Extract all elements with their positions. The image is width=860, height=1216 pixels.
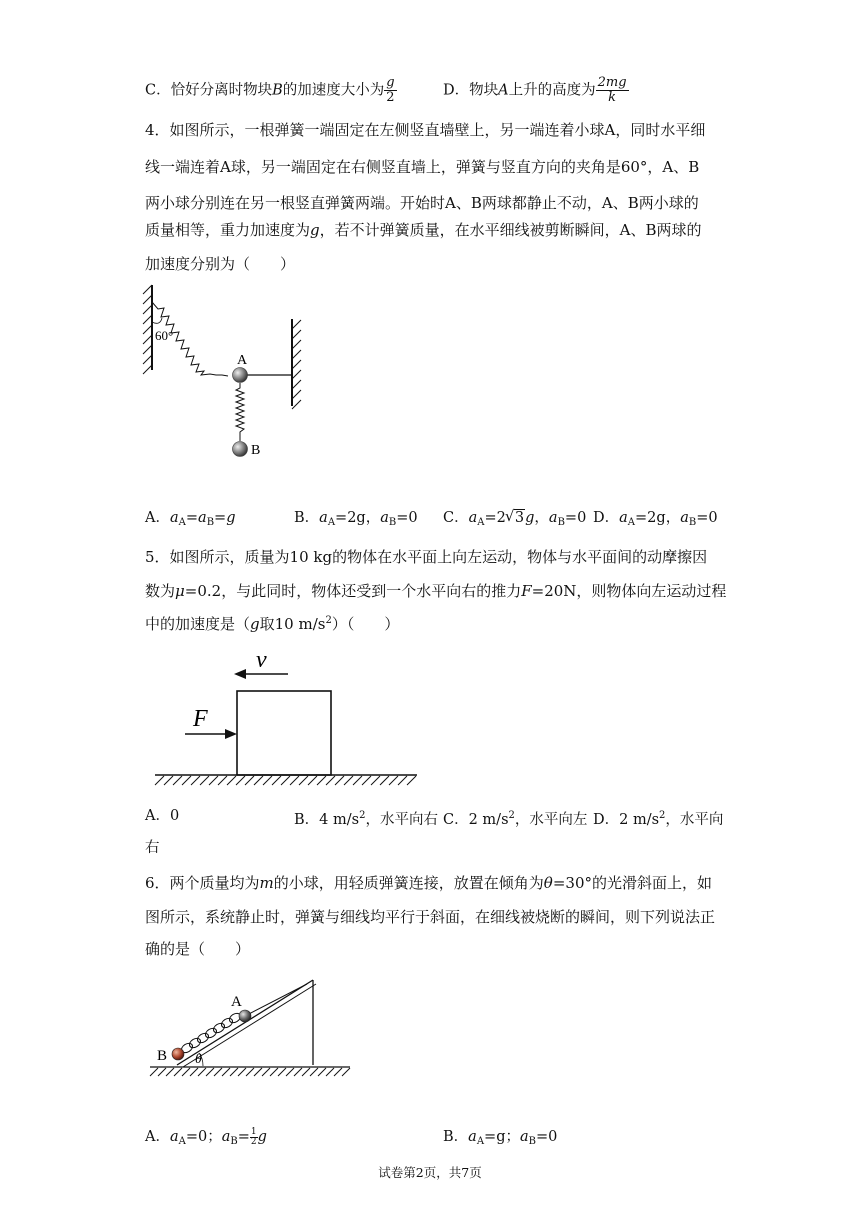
subscript: A	[178, 517, 186, 528]
q4-option-b	[294, 508, 418, 533]
ball-a-label: A	[237, 353, 248, 368]
q6-option-b	[443, 1126, 557, 1153]
value: =2g	[635, 510, 666, 526]
text: 质量相等，重力加速度为	[145, 221, 311, 239]
q4-option-c	[443, 508, 586, 533]
var: a	[221, 1129, 231, 1145]
text: 中的加速度是（	[145, 615, 251, 633]
text: B．4 m/s	[294, 812, 360, 828]
q5-line-1: 5．如图所示，质量为10 kg的物体在水平面上向左运动，物体与水平面间的动摩擦因	[145, 548, 708, 566]
var: a	[519, 1129, 529, 1145]
option-label: C．	[145, 82, 171, 99]
force-arrowhead	[225, 729, 237, 739]
var: A	[498, 82, 509, 99]
q6-line-2: 图所示，系统静止时，弹簧与细线均平行于斜面，在细线被烧断的瞬间，则下列说法正	[145, 908, 716, 926]
q5-option-b	[294, 806, 438, 830]
text: =30°的光滑斜面上，如	[552, 874, 712, 892]
var: a	[468, 1129, 477, 1145]
right-wall-hatch	[292, 320, 301, 409]
velocity-label: v	[256, 647, 267, 673]
sep: ，	[665, 510, 681, 526]
incline-edge	[183, 984, 316, 1067]
option-text: 上升的高度为	[508, 82, 596, 99]
text: ，水平向左	[514, 812, 588, 828]
option-label: A．	[145, 510, 170, 526]
superscript: 2	[359, 810, 366, 821]
option-label: B．	[443, 1129, 469, 1145]
subscript: B	[557, 517, 565, 528]
text: C．2 m/s	[443, 812, 509, 828]
q4-line-4	[145, 220, 701, 240]
eq: =	[214, 510, 227, 526]
subscript: B	[528, 1136, 536, 1147]
q6-option-a	[145, 1126, 267, 1153]
q5-line-2	[145, 581, 726, 601]
ball-a-label: A	[231, 994, 242, 1010]
var: a	[680, 510, 689, 526]
ground-hatch	[155, 776, 416, 785]
ball-a	[239, 1010, 251, 1022]
coil-spring	[180, 1011, 242, 1054]
ball-b	[233, 442, 248, 457]
var: g	[257, 1129, 267, 1145]
value: =0	[696, 510, 718, 526]
value: =0	[536, 1129, 558, 1145]
eq: =	[185, 510, 199, 526]
var: a	[169, 510, 179, 526]
option-label: B．	[294, 510, 320, 526]
subscript: B	[230, 1136, 238, 1147]
text: 数为	[145, 582, 176, 600]
value: =2	[484, 510, 506, 526]
value: =	[237, 1129, 250, 1145]
option-label: D．	[443, 82, 470, 99]
ball-b-label: B	[157, 1048, 168, 1064]
var: B	[272, 82, 283, 99]
q5-option-d-wrap: 右	[145, 840, 160, 856]
numerator: g	[386, 75, 395, 90]
sqrt	[506, 508, 525, 528]
sep: ，	[365, 510, 381, 526]
var: a	[319, 510, 328, 526]
ball-b	[172, 1048, 184, 1060]
fraction	[250, 1128, 258, 1147]
vertical-spring	[236, 383, 244, 441]
q4-line-2: 线一端连着A球，另一端固定在右侧竖直墙上，弹簧与竖直方向的夹角是60°，A、B	[145, 158, 700, 176]
fraction	[384, 76, 396, 105]
subscript: B	[206, 517, 215, 528]
q5-figure	[150, 645, 425, 790]
text: D．2 m/s	[593, 812, 660, 828]
text: ，若不计弹簧质量，在水平细线被剪断瞬间，A、B两球的	[319, 221, 702, 239]
option-label: D．	[593, 510, 620, 526]
subscript: B	[388, 517, 397, 528]
angle-label: θ	[195, 1052, 202, 1067]
q4-option-a	[145, 508, 236, 533]
var: μ	[175, 582, 185, 600]
q6-line-1	[145, 873, 712, 893]
subscript: A	[178, 1136, 186, 1147]
var: a	[198, 510, 207, 526]
ball-b-label: B	[251, 443, 261, 458]
force-label: F	[193, 706, 208, 732]
numerator: 2mg	[597, 75, 627, 90]
q5-option-a: A．0	[145, 808, 180, 824]
denominator: k	[608, 90, 617, 105]
text: ）（ ）	[331, 615, 400, 633]
ball-a	[233, 368, 248, 383]
subscript: A	[477, 517, 485, 528]
value: =2g	[335, 510, 366, 526]
value: =g；	[484, 1129, 520, 1145]
superscript: 2	[508, 810, 515, 821]
var: F	[521, 582, 532, 600]
text: ，水平向右	[365, 812, 438, 828]
radicand: 3	[514, 510, 525, 526]
text: =20N，则物体向左运动过程	[531, 582, 727, 600]
var: a	[619, 510, 628, 526]
block	[237, 691, 331, 775]
velocity-arrowhead	[234, 669, 246, 679]
option-text: 的加速度大小为	[282, 82, 385, 99]
var: a	[380, 510, 389, 526]
text: 6．两个质量均为	[145, 874, 260, 892]
q3-option-d	[443, 76, 629, 105]
sep: ，	[534, 510, 549, 526]
subscript: A	[627, 517, 636, 528]
value: =0	[564, 510, 587, 526]
denominator: 2	[386, 90, 395, 105]
q5-option-d	[593, 806, 723, 830]
text: 的小球，用轻质弹簧连接，放置在倾角为	[273, 874, 544, 892]
var: g	[250, 615, 260, 633]
fraction	[596, 76, 629, 105]
option-text: 恰好分离时物块	[170, 82, 273, 99]
q4-line-1: 4．如图所示，一根弹簧一端固定在左侧竖直墙壁上，另一端连着小球A，同时水平细	[145, 121, 706, 139]
option-label: A．	[145, 1129, 170, 1145]
var: m	[259, 874, 274, 892]
numerator: 1	[250, 1126, 257, 1137]
q5-option-c	[443, 806, 587, 830]
thread	[245, 984, 307, 1016]
var: g	[525, 510, 535, 526]
var: g	[310, 221, 320, 239]
value: =0	[396, 510, 418, 526]
denominator: 2	[250, 1136, 257, 1147]
angle-label: 60°	[155, 328, 174, 343]
subscript: A	[327, 517, 336, 528]
superscript: 2	[659, 810, 666, 821]
q4-line-3: 两小球分别连在另一根竖直弹簧两端。开始时A、B两球都静止不动，A、B两小球的	[145, 194, 699, 212]
q6-line-3: 确的是（ ）	[145, 940, 251, 958]
option-text: 物块	[469, 82, 499, 99]
option-label: C．	[443, 510, 469, 526]
var: a	[468, 510, 478, 526]
value: =0；	[185, 1129, 222, 1145]
q6-figure	[145, 968, 360, 1080]
subscript: A	[476, 1136, 485, 1147]
var: θ	[543, 874, 553, 892]
page-footer: 试卷第2页，共7页	[378, 1165, 482, 1180]
angle-arc	[152, 318, 162, 323]
q5-line-3	[145, 611, 399, 634]
superscript: 2	[325, 615, 332, 626]
subscript: B	[688, 517, 697, 528]
var: a	[548, 510, 558, 526]
q4-figure	[140, 282, 310, 462]
text: =0.2，与此同时，物体还受到一个水平向右的推力	[184, 582, 522, 600]
q4-line-5: 加速度分别为（ ）	[145, 255, 296, 273]
q4-option-d	[593, 508, 718, 533]
ground-hatch	[150, 1068, 350, 1076]
q3-option-c	[145, 76, 397, 105]
var: a	[169, 1129, 179, 1145]
text: ，水平向	[665, 812, 724, 828]
left-wall-hatch	[143, 285, 152, 374]
text: 取10 m/s	[259, 615, 326, 633]
var: g	[226, 510, 236, 526]
